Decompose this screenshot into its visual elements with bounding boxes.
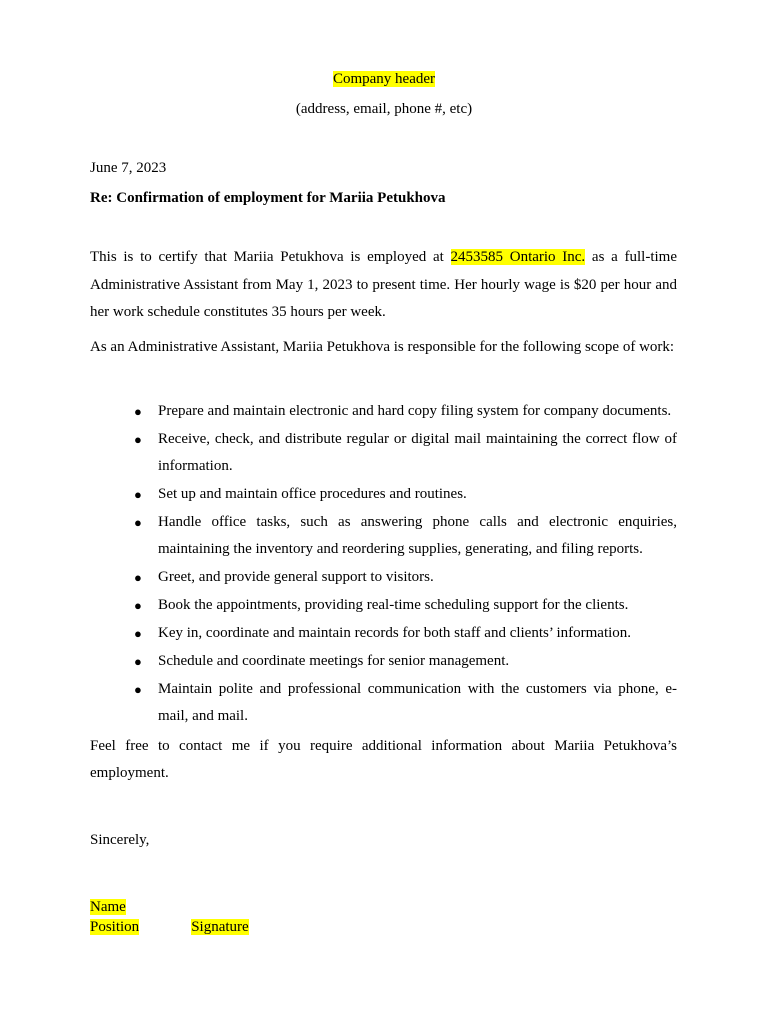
duty-text: Book the appointments, providing real-time scheduling support for the clients. (158, 597, 629, 613)
duty-text: Receive, check, and distribute regular or digital mail maintaining the correct flow of information. (158, 431, 677, 474)
duty-text: Key in, coordinate and maintain records for both staff and clients’ information. (158, 625, 632, 641)
employer-name: 2453585 Ontario Inc. (450, 249, 586, 265)
responsibilities-intro: As an Administrative Assistant, Mariia Petukhova is responsible for the following scope of work: (90, 339, 675, 355)
company-header (0, 69, 768, 89)
list-item (90, 398, 677, 425)
bullet-icon: ● (134, 626, 142, 641)
duty-text: Set up and maintain office procedures and routines. (158, 486, 467, 502)
list-item (90, 481, 677, 508)
letter-date: June 7, 2023 (90, 160, 167, 176)
bullet-icon: ● (134, 570, 142, 585)
certification-text-end: as a full-time Administrative Assistant from May 1, 2023 to present time. Her hourly wage is $20 per hour and her work schedule constitutes 35 hours per week. (90, 249, 677, 320)
signatory-position: Position (90, 919, 140, 935)
list-item (90, 564, 677, 591)
duties-list (90, 398, 677, 731)
bullet-icon: ● (134, 487, 142, 502)
bullet-icon: ● (134, 404, 142, 419)
list-item (90, 426, 677, 480)
letter-subject: Re: Confirmation of employment for Mariia Petukhova (90, 190, 446, 206)
bullet-icon: ● (134, 515, 142, 530)
duty-text: Greet, and provide general support to visitors. (158, 569, 434, 585)
company-contact-details: (address, email, phone #, etc) (295, 101, 473, 117)
signature-label: Signature (191, 919, 249, 935)
list-item (90, 676, 677, 730)
company-header-text: Company header (332, 71, 436, 87)
list-item (90, 648, 677, 675)
duty-text: Maintain polite and professional communication with the customers via phone, e-mail, and mail. (158, 681, 677, 724)
closing-paragraph: Feel free to contact me if you require additional information about Mariia Petukhova’s employment. (90, 738, 677, 781)
signatory-name (90, 897, 126, 917)
sign-off: Sincerely, (90, 832, 150, 848)
signatory-name-text: Name (90, 899, 126, 915)
bullet-icon: ● (134, 432, 142, 447)
certification-paragraph (90, 244, 677, 327)
list-item (90, 592, 677, 619)
bullet-icon: ● (134, 682, 142, 697)
bullet-icon: ● (134, 598, 142, 613)
duty-text: Schedule and coordinate meetings for senior management. (158, 653, 510, 669)
duty-text: Prepare and maintain electronic and hard copy filing system for company documents. (158, 403, 672, 419)
certification-text-start: This is to certify that Mariia Petukhova is employed at (90, 249, 451, 265)
bullet-icon: ● (134, 654, 142, 669)
signatory-position-line (90, 917, 249, 937)
duty-text: Handle office tasks, such as answering phone calls and electronic enquiries, maintaining the inventory and reordering supplies, generating, and filing reports. (158, 514, 677, 557)
list-item (90, 620, 677, 647)
list-item (90, 509, 677, 563)
